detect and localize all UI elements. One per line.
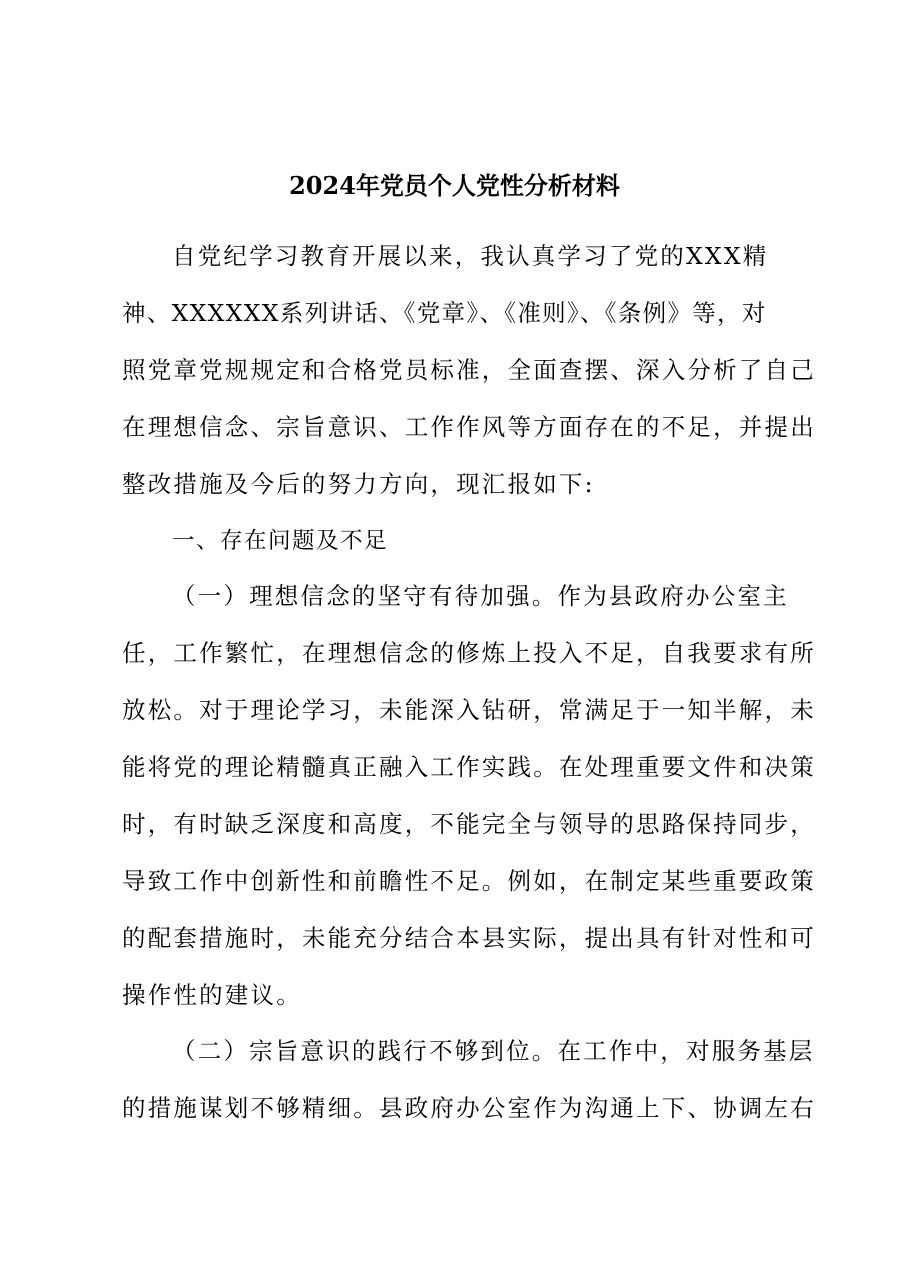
paragraph-line: 照党章党规规定和合格党员标准，全面查摆、深入分析了自己: [122, 356, 816, 384]
paragraph-line: （一）理想信念的坚守有待加强。作为县政府办公室主: [172, 582, 789, 610]
paragraph-line: 神、XXXXXX系列讲话、《党章》、《准则》、《条例》等，对: [122, 299, 767, 327]
paragraph-line: 整改措施及今后的努力方向，现汇报如下:: [122, 470, 595, 498]
document-title: 2024年党员个人党性分析材料: [289, 171, 620, 200]
paragraph-line: （二）宗旨意识的践行不够到位。在工作中，对服务基层: [172, 1037, 815, 1065]
paragraph-line: 的措施谋划不够精细。县政府办公室作为沟通上下、协调左右: [122, 1094, 816, 1122]
paragraph-line: 的配套措施时，未能充分结合本县实际，提出具有针对性和可: [122, 924, 816, 952]
paragraph-line: 放松。对于理论学习，未能深入钻研，常满足于一知半解，未: [122, 696, 816, 724]
paragraph-line: 操作性的建议。: [122, 981, 302, 1009]
paragraph-line: 任，工作繁忙，在理想信念的修炼上投入不足，自我要求有所: [122, 639, 816, 667]
paragraph-line: 时，有时缺乏深度和高度，不能完全与领导的思路保持同步，: [122, 810, 816, 838]
paragraph-line: 导致工作中创新性和前瞻性不足。例如，在制定某些重要政策: [122, 867, 816, 895]
paragraph-line: 在理想信念、宗旨意识、工作作风等方面存在的不足，并提出: [122, 413, 816, 441]
section-heading: 一、存在问题及不足: [172, 528, 389, 554]
paragraph-line: 能将党的理论精髓真正融入工作实践。在处理重要文件和决策: [122, 753, 816, 781]
paragraph-line: 自党纪学习教育开展以来，我认真学习了党的XXX精: [172, 242, 769, 270]
